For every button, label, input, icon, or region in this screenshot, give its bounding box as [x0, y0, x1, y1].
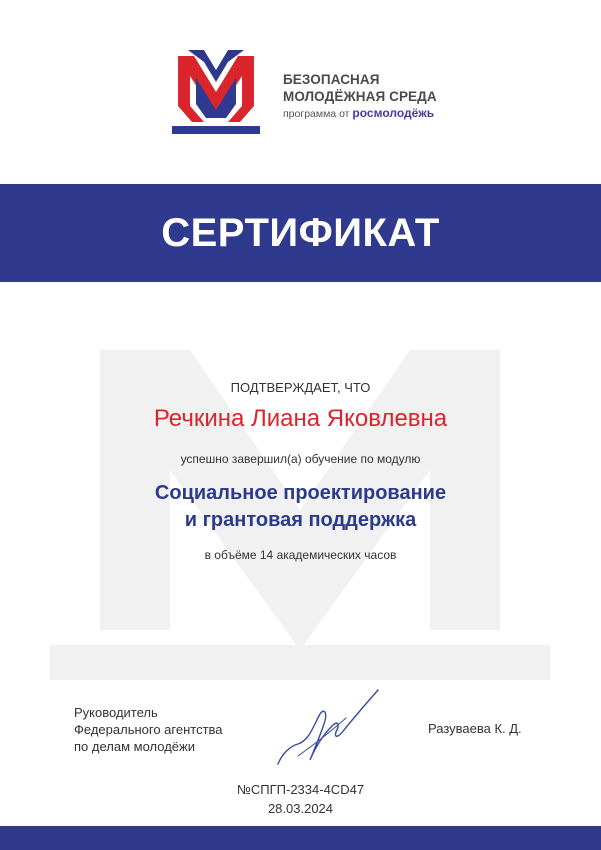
- signatory-title-line3: по делам молодёжи: [74, 739, 195, 754]
- brand-subtitle: [283, 106, 434, 120]
- signatory-title-line1: Руководитель: [74, 705, 158, 720]
- certificate-number: №СПГП-2334-4CD47: [236, 782, 365, 797]
- brand-subtitle-prefix: программа от: [283, 108, 350, 120]
- signer-name: Разуваева К. Д.: [428, 721, 522, 736]
- brand-subtitle-org: росмолодёжь: [352, 106, 435, 120]
- title-banner: [0, 184, 601, 282]
- brand-name-line1: БЕЗОПАСНАЯ: [283, 72, 380, 87]
- m-shield-logo-icon: [168, 48, 264, 136]
- completion-statement: успешно завершил(а) обучение по модулю: [180, 452, 421, 466]
- module-title-line1: Социальное проектирование: [154, 482, 447, 504]
- recipient-name: Речкина Лиана Яковлевна: [153, 405, 448, 432]
- bottom-stripe: [0, 826, 601, 850]
- confirms-label: ПОДТВЕРЖДАЕТ, ЧТО: [230, 380, 371, 395]
- certificate-title: СЕРТИФИКАТ: [161, 210, 440, 255]
- module-title-line2: и грантовая поддержка: [184, 509, 417, 531]
- handwritten-signature: [268, 684, 388, 770]
- signatory-title-line2: Федерального агентства: [74, 722, 223, 737]
- certificate-date: 28.03.2024: [267, 801, 334, 816]
- hours-statement: в объёме 14 академических часов: [204, 548, 397, 562]
- brand-name-line2: МОЛОДЁЖНАЯ СРЕДА: [283, 89, 437, 104]
